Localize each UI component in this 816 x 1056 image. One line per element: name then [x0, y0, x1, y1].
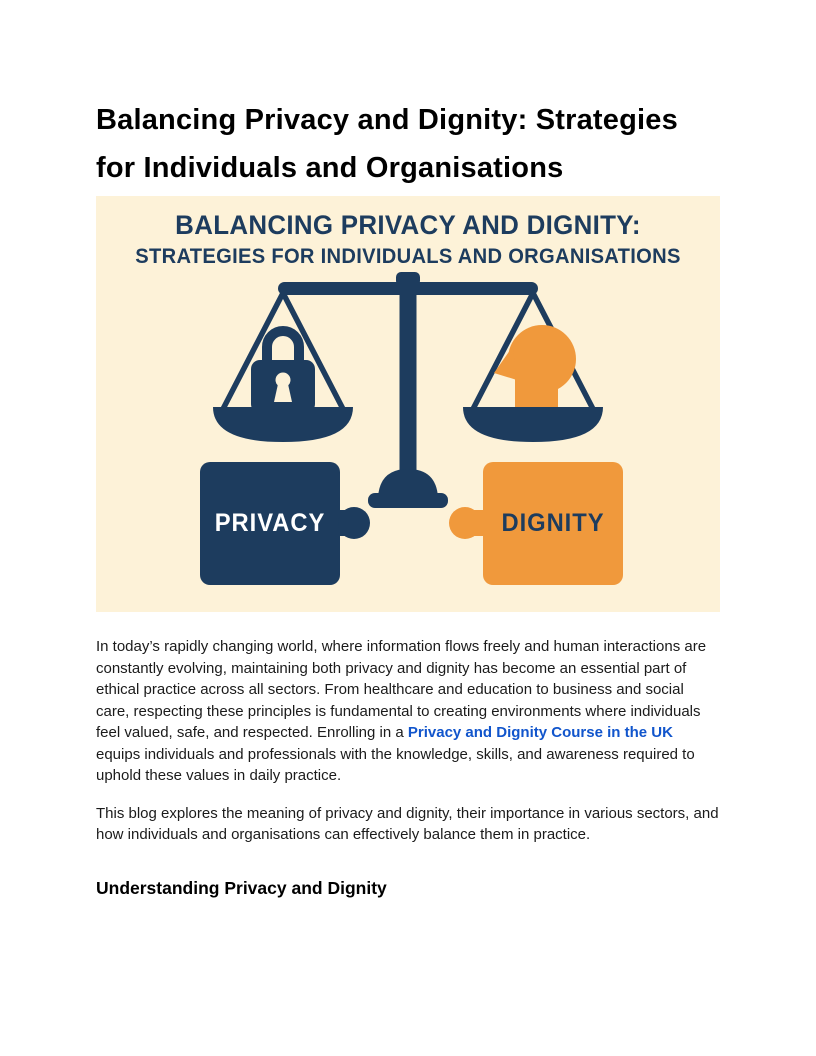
base-slab [368, 493, 448, 508]
intro-paragraph [96, 636, 720, 787]
privacy-label: PRIVACY [214, 509, 326, 537]
intro-paragraph-after-link: equips individuals and professionals with the knowledge, skills, and awareness required to uphold these values in daily practice. [96, 745, 695, 784]
section-heading: Understanding Privacy and Dignity [96, 877, 387, 898]
overview-paragraph: This blog explores the meaning of privacy and dignity, their importance in various sectors, and how individuals and organisations can effectively balance them in practice. [96, 804, 719, 843]
dignity-label: DIGNITY [501, 509, 605, 537]
hero-illustration [96, 196, 720, 612]
intro-paragraph-before-link: In today’s rapidly changing world, where information flows freely and human interactions are constantly evolving, maintaining both privacy and dignity has become an essential part of ethical practice across all sectors. From healthcare and education to business and social care, respecting these principles is fundamental to creating environments where individuals feel valued, safe, and respected. Enrolling in a [96, 638, 707, 741]
page-title: Balancing Privacy and Dignity: Strategies for Individuals and Organisations [96, 104, 678, 184]
right-pan [463, 407, 603, 442]
illustration-title-line2: STRATEGIES FOR INDIVIDUALS AND ORGANISATIONS [135, 245, 681, 268]
privacy-dignity-course-link[interactable]: Privacy and Dignity Course in the UK [407, 724, 673, 741]
head-icon [494, 325, 576, 407]
illustration-title-line1: BALANCING PRIVACY AND DIGNITY: [175, 210, 641, 240]
pole [400, 291, 417, 476]
padlock-icon [251, 331, 315, 413]
left-pan [213, 407, 353, 442]
base-dome [378, 469, 438, 497]
document-content [96, 0, 720, 900]
